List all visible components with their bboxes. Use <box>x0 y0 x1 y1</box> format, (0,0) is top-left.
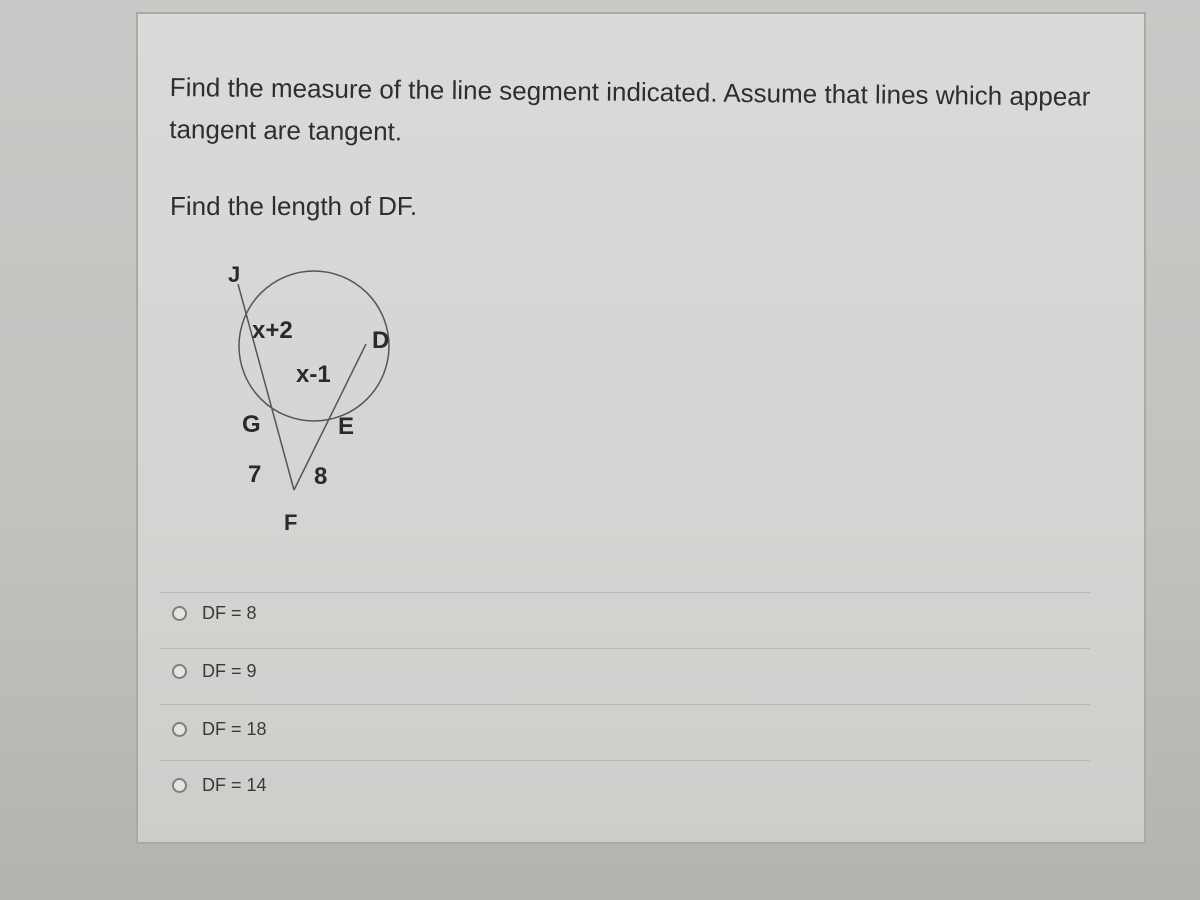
answer-option-3[interactable] <box>172 714 267 744</box>
option-divider <box>160 760 1090 761</box>
question-prompt: Find the measure of the line segment indicated. Assume that lines which appear tangent are tangent. <box>169 71 1091 147</box>
circle-secant-diagram <box>212 240 532 550</box>
answer-option-1[interactable] <box>172 598 257 628</box>
segment-label-gf: 7 <box>248 461 262 488</box>
secant-jf <box>238 284 294 490</box>
point-label-f: F <box>284 510 298 535</box>
answer-option-label: DF = 9 <box>202 660 257 681</box>
circle <box>239 271 389 421</box>
radio-button[interactable] <box>172 606 187 621</box>
answer-option-4[interactable] <box>172 770 267 800</box>
segment-label-de: x-1 <box>296 361 331 388</box>
point-label-e: E <box>338 413 355 440</box>
geometry-figure <box>212 240 532 550</box>
option-divider <box>160 648 1090 649</box>
radio-button[interactable] <box>172 778 187 793</box>
answer-option-2[interactable] <box>172 656 257 686</box>
point-label-j: J <box>228 262 241 287</box>
point-label-g: G <box>242 411 261 438</box>
segment-label-jg: x+2 <box>252 317 293 344</box>
answer-option-label: DF = 18 <box>202 718 267 739</box>
answer-option-label: DF = 14 <box>202 774 267 795</box>
question-card <box>136 12 1146 844</box>
point-label-d: D <box>372 327 390 354</box>
answer-option-label: DF = 8 <box>202 602 257 623</box>
question-sub-prompt: Find the length of DF. <box>170 191 418 221</box>
radio-button[interactable] <box>172 722 187 737</box>
radio-button[interactable] <box>172 664 187 679</box>
segment-label-ef: 8 <box>314 463 328 490</box>
option-divider <box>160 592 1090 593</box>
option-divider <box>160 704 1090 705</box>
